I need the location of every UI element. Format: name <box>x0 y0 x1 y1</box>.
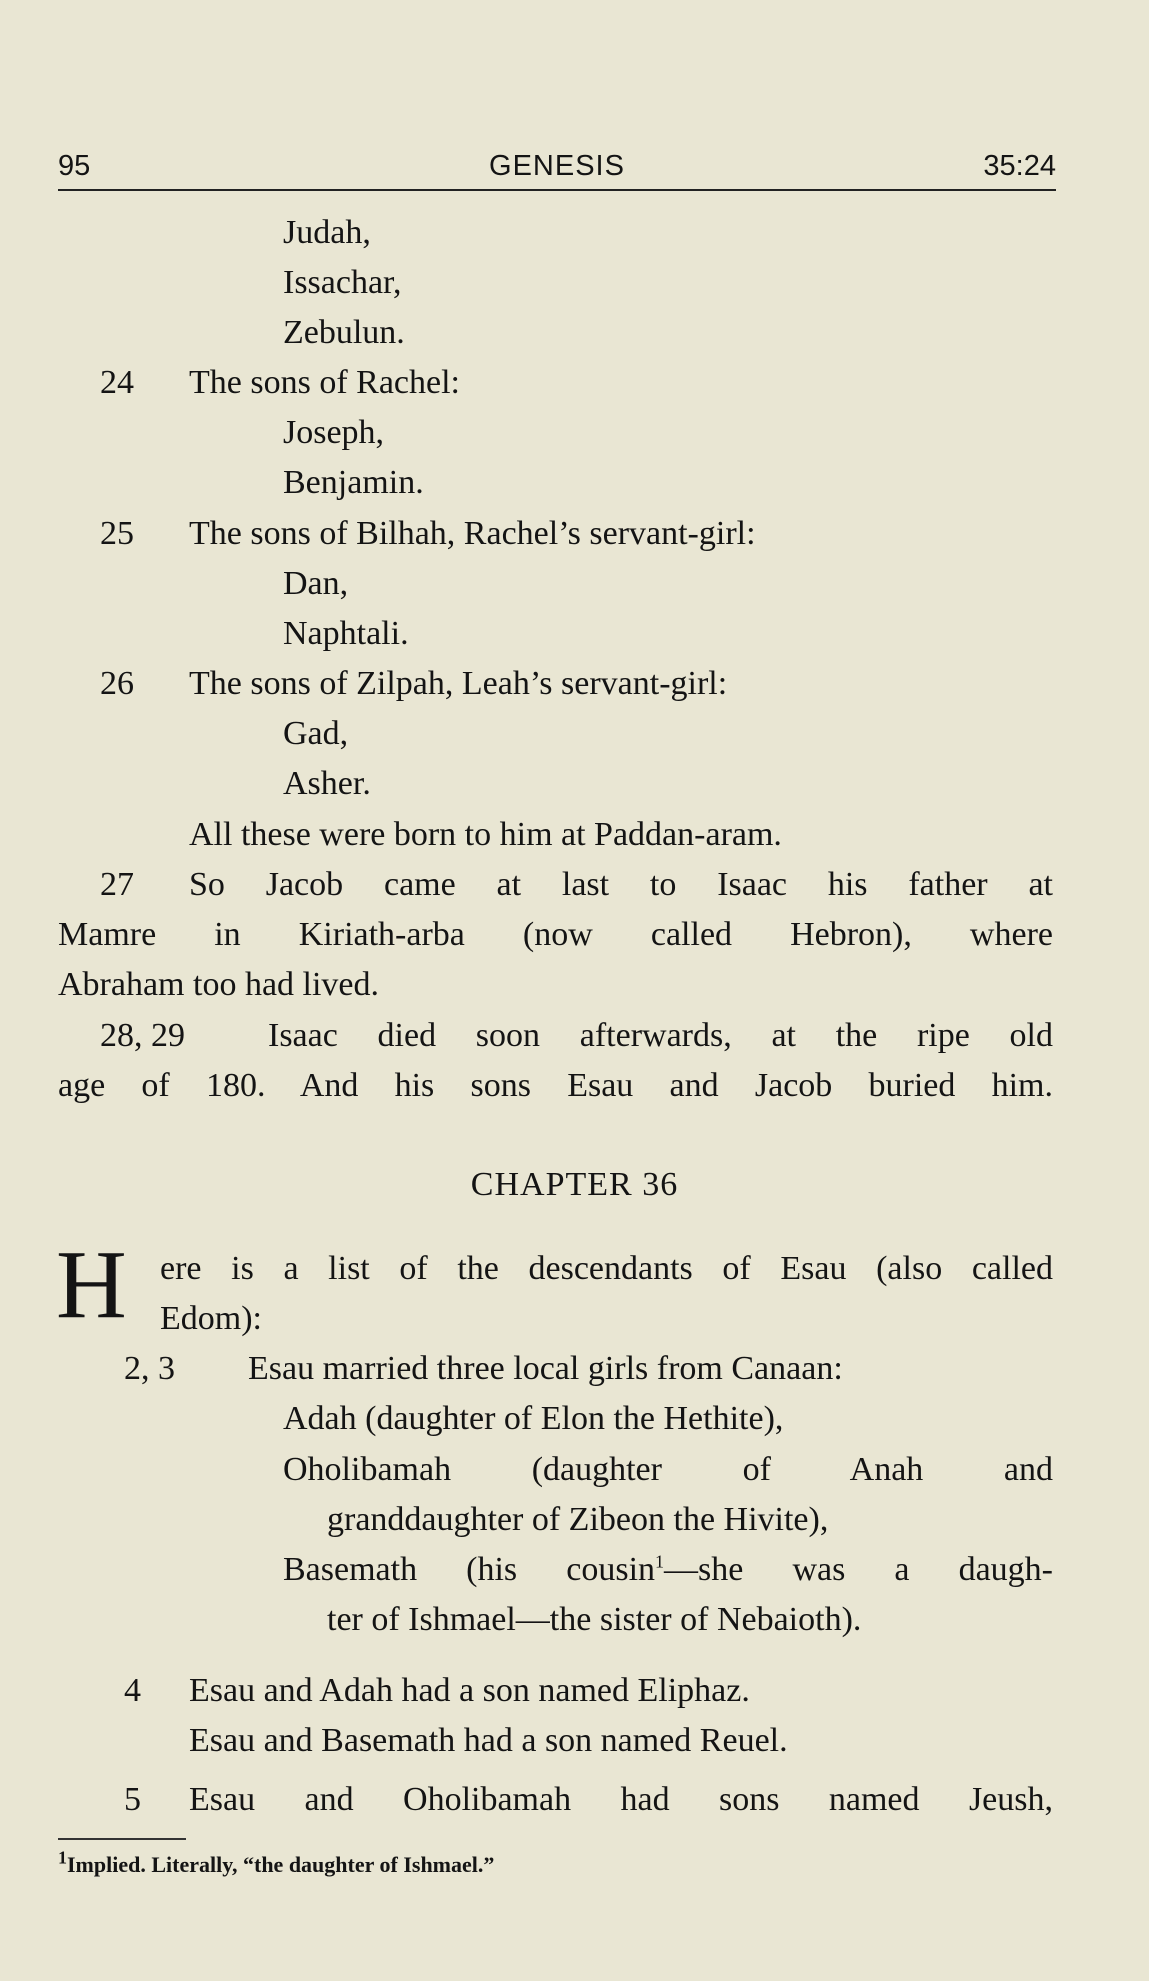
list-item-dan: Dan, <box>283 565 349 602</box>
list-item-zebulun: Zebulun. <box>283 314 405 351</box>
list-item-asher: Asher. <box>283 765 371 802</box>
chapter-heading: CHAPTER 36 <box>470 1166 679 1203</box>
wife-oholibamah-line-2: granddaughter of Zibeon the Hivite), <box>327 1501 829 1538</box>
verse-24-text: The sons of Rachel: <box>189 364 460 401</box>
verse-2-3-text: Esau married three local girls from Canaan: <box>248 1350 843 1387</box>
verse-28-line-2: age of 180. And his sons Esau and Jacob buried him. <box>58 1067 1053 1104</box>
verse-number-2-3: 2, 3 <box>124 1350 175 1387</box>
chapter-intro-line-1: ere is a list of the descendants of Esau (also called <box>160 1250 1053 1287</box>
running-header <box>58 150 1056 190</box>
header-rule <box>58 189 1056 191</box>
wife-oholibamah-line-1: Oholibamah (daughter of Anah and <box>283 1451 1053 1488</box>
list-item-issachar: Issachar, <box>283 264 402 301</box>
verse-27-line-3: Abraham too had lived. <box>58 966 380 1003</box>
list-item-gad: Gad, <box>283 715 349 752</box>
verse-number-24: 24 <box>100 364 134 401</box>
verse-4-line-1: Esau and Adah had a son named Eliphaz. <box>189 1672 750 1709</box>
paddan-aram-line: All these were born to him at Paddan-aram. <box>189 816 782 853</box>
wife-basemath-line-1 <box>283 1550 1053 1590</box>
verse-27-line-2: Mamre in Kiriath-arba (now called Hebron), where <box>58 916 1053 953</box>
verse-25-text: The sons of Bilhah, Rachel’s servant-girl: <box>189 515 756 552</box>
verse-number-25: 25 <box>100 515 134 552</box>
list-item-joseph: Joseph, <box>283 414 385 451</box>
wife-basemath-line-2: ter of Ishmael—the sister of Nebaioth). <box>327 1601 862 1638</box>
basemath-text-pre: Basemath (his cousin <box>283 1551 656 1588</box>
footnote-rule <box>58 1838 186 1840</box>
page-number: 95 <box>58 150 91 182</box>
book-title: GENESIS <box>489 150 625 182</box>
list-item-benjamin: Benjamin. <box>283 464 424 501</box>
verse-number-5: 5 <box>124 1781 141 1818</box>
verse-number-26: 26 <box>100 665 134 702</box>
footnote-text: Implied. Literally, “the daughter of Ishmael.” <box>67 1852 495 1877</box>
footnote-number: 1 <box>58 1847 67 1868</box>
verse-number-28-29: 28, 29 <box>100 1017 185 1054</box>
list-item-judah: Judah, <box>283 214 371 251</box>
verse-26-text: The sons of Zilpah, Leah’s servant-girl: <box>189 665 728 702</box>
chapter-intro-line-2: Edom): <box>160 1300 262 1337</box>
list-item-naphtali: Naphtali. <box>283 615 409 652</box>
verse-4-line-2: Esau and Basemath had a son named Reuel. <box>189 1722 788 1759</box>
footnote <box>58 1847 495 1878</box>
wife-adah: Adah (daughter of Elon the Hethite), <box>283 1400 784 1437</box>
footnote-marker: 1 <box>655 1551 665 1572</box>
verse-5-text: Esau and Oholibamah had sons named Jeush, <box>189 1781 1053 1818</box>
basemath-text-post: —she was a daugh- <box>664 1551 1054 1588</box>
verse-number-27: 27 <box>100 866 134 903</box>
verse-number-4: 4 <box>124 1672 141 1709</box>
drop-cap: H <box>56 1231 127 1339</box>
verse-28-line-1: Isaac died soon afterwards, at the ripe old <box>268 1017 1053 1054</box>
verse-27-line-1: So Jacob came at last to Isaac his father at <box>189 866 1053 903</box>
chapter-verse-reference: 35:24 <box>983 150 1056 182</box>
